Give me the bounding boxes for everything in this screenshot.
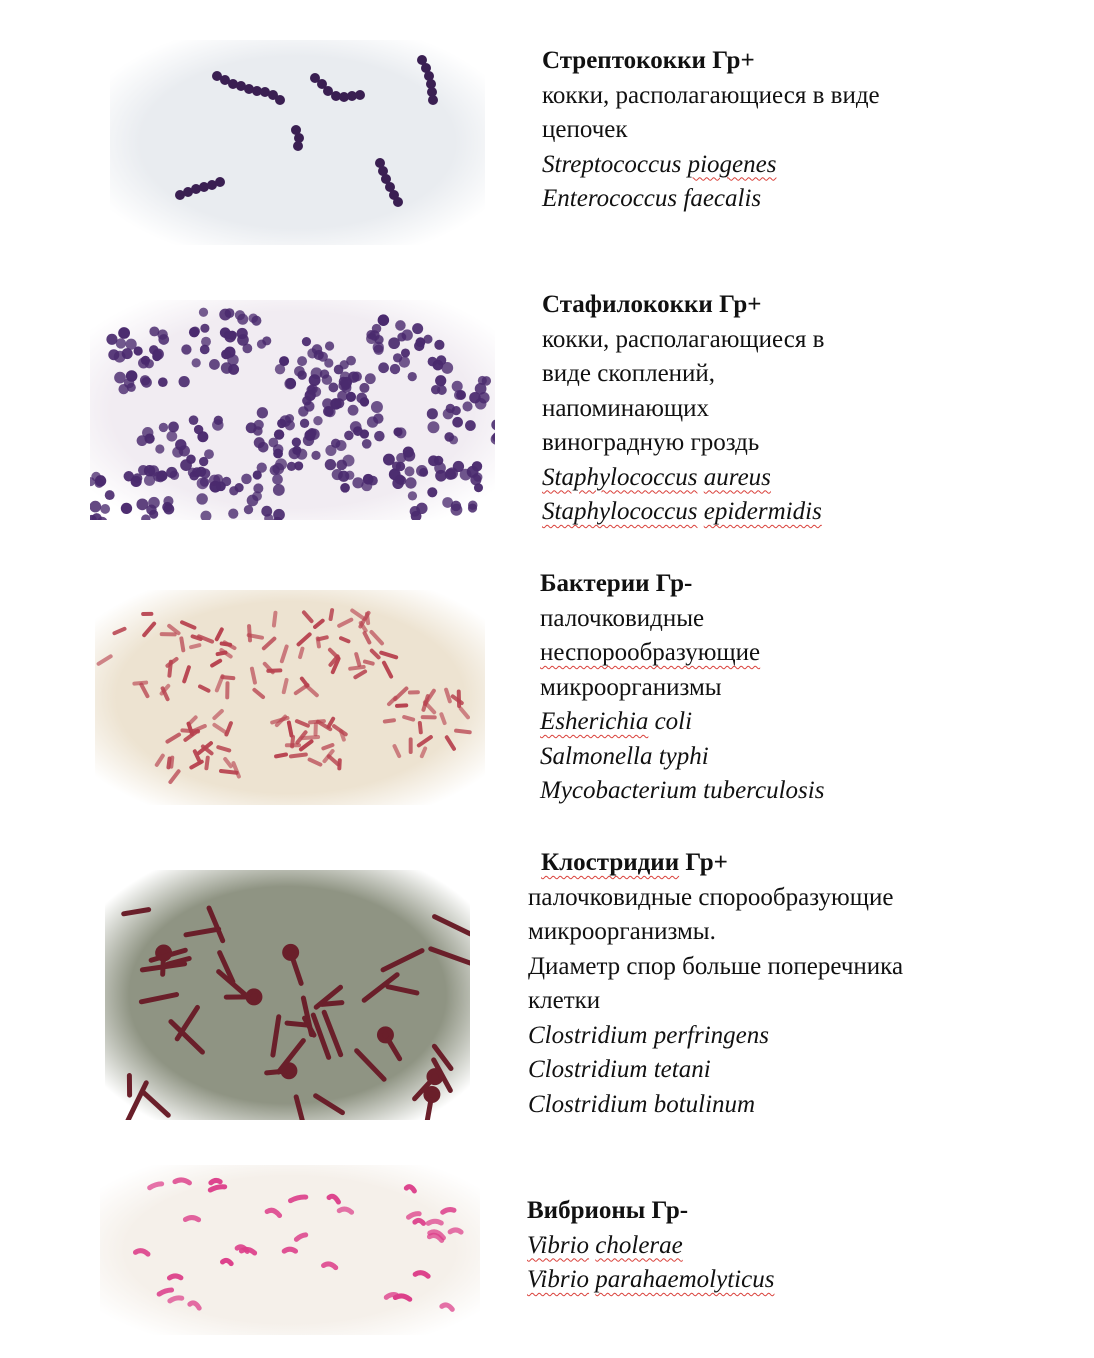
clostridia-text bbox=[528, 846, 903, 1122]
species-name: Staphylococcus aureus bbox=[542, 463, 771, 491]
section-title: Стафилококки Гр+ bbox=[542, 291, 762, 318]
description-line: микроорганизмы. bbox=[528, 918, 716, 945]
description-line: кокки, располагающиеся в bbox=[542, 325, 825, 353]
description-line: микроорганизмы bbox=[540, 673, 722, 701]
micrograph-streptococci-chains-icon bbox=[110, 40, 485, 245]
gram-negative-micrograph bbox=[95, 590, 485, 805]
description-line: цепочек bbox=[542, 116, 628, 143]
species-name: Streptococcus piogenes bbox=[542, 150, 777, 178]
clostridia-micrograph bbox=[105, 870, 470, 1120]
micrograph-gram-negative-rods-icon bbox=[95, 590, 485, 805]
species-name: Staphylococcus epidermidis bbox=[542, 498, 822, 525]
section-title: Бактерии Гр- bbox=[540, 570, 693, 597]
species-name: Clostridium tetani bbox=[528, 1056, 711, 1083]
section-title: Стрептококки Гр+ bbox=[542, 47, 755, 74]
description-line: виноградную гроздь bbox=[542, 429, 760, 456]
section-title: Клостридии Гр+ bbox=[541, 849, 728, 876]
vibrio-micrograph bbox=[100, 1165, 480, 1335]
species-name: Vibrio parahaemolyticus bbox=[527, 1266, 775, 1293]
description-line: палочковидные спорообразующие bbox=[528, 883, 894, 911]
description-line: клетки bbox=[528, 987, 601, 1014]
description-line: виде скоплений, bbox=[542, 360, 716, 387]
streptococci-micrograph bbox=[110, 40, 485, 245]
gram-negative-text bbox=[540, 567, 824, 809]
species-name: Esherichia coli bbox=[540, 708, 693, 735]
staphylococci-text bbox=[542, 288, 824, 530]
micrograph-staphylococci-clusters-icon bbox=[90, 300, 495, 520]
description-line: Диаметр спор больше поперечника bbox=[528, 952, 904, 980]
section-title: Вибрионы Гр- bbox=[527, 1197, 689, 1224]
species-name: Mycobacterium tuberculosis bbox=[540, 777, 825, 804]
staphylococci-micrograph bbox=[90, 300, 495, 520]
description-line: напоминающих bbox=[542, 394, 710, 422]
description-line: кокки, располагающиеся в виде bbox=[542, 81, 880, 109]
description-line: неспорообразующие bbox=[540, 639, 761, 666]
species-name: Clostridium botulinum bbox=[528, 1090, 756, 1118]
description-line: палочковидные bbox=[540, 604, 705, 632]
vibrio-text bbox=[527, 1194, 774, 1298]
micrograph-clostridia-spores-icon bbox=[105, 870, 470, 1120]
species-name: Enterococcus faecalis bbox=[542, 185, 762, 212]
species-name: Clostridium perfringens bbox=[528, 1021, 769, 1049]
species-name: Salmonella typhi bbox=[540, 742, 709, 770]
streptococci-text bbox=[542, 44, 880, 217]
species-name: Vibrio cholerae bbox=[527, 1231, 683, 1259]
micrograph-vibrios-icon bbox=[100, 1165, 480, 1335]
